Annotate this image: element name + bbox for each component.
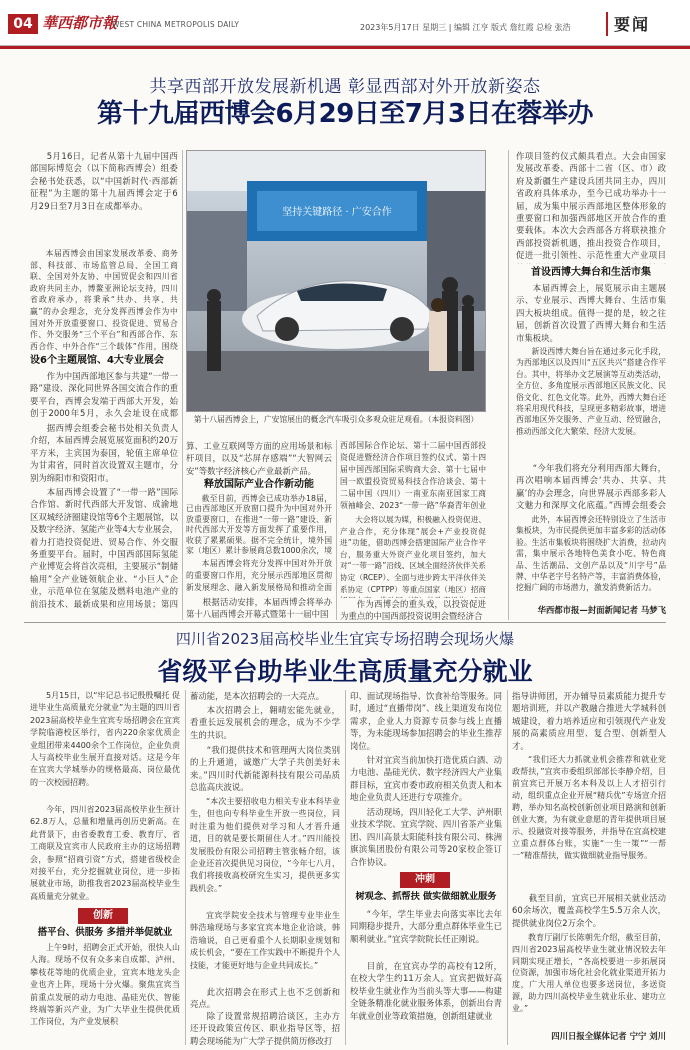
article1-paragraph: 大会将以展为媒，积极融入投资促进、产业合作，充分体现“展会+产业投资促进”功能，借助西博会搭建国际产业合作平台，服务重大外资产业化项目签约，加大对“一带一路”沿线、区域全面经济伙伴关系协定（RCEP）、全面与进步跨太平洋伙伴关系协定（CPTPP）等重点国家（地区）招商 bbox=[340, 515, 486, 594]
article1-paragraph: 作项目签约仪式颇具看点。大会由国家发展改革委、西部十二省（区、市）政府及新疆生产建设兵团共同主办，四川省政府具体承办，至今已成功举办十一届，成为集中展示西部地区整体形象的重要窗口和加强西部地区开放合作的重要载体。本次大会西部各方将联袂推介西部投资新机遇，推出投资合作项目，促进一批引领性、示范性重大产业项目 bbox=[516, 151, 666, 261]
article2-paragraph: 今年，四川省2023届高校毕业生预计62.8万人，总量和增量再创历史新高。在此背景下，由省委教育工委、教育厅、省工商联及宜宾市人民政府主办的这场招聘会，参照“招商引资”方式，搭建省级校企对接平台，充分挖掘就业岗位，进一步拓展就业市场，助推我省2023届高校毕业生高质量充分就业。 bbox=[30, 805, 180, 901]
article-separator bbox=[24, 622, 666, 623]
article2-paragraph: 截至目前，宜宾已开展相关就业活动60余场次，覆盖高校学生5.5万余人次，提供就业岗位2万余个。 bbox=[512, 893, 666, 928]
article2-kicker: 四川省2023届高校毕业生宜宾专场招聘会现场火爆 bbox=[175, 630, 515, 648]
article1-paragraph: 本届西博会由国家发展改革委、商务部、科技部、市场监管总局、全国工商联、全国对外友协、中国贸促会和四川省政府共同主办，博鳌亚洲论坛支持，四川省政府承办，将秉承“共办、共享、共赢”的办会理念，充分发挥西博会作为中国对外开放重要窗口、投资促进、贸易合作、外交服务“三个平台”和西部合作、东西合作、中外合作“三个载体”作用，围绕 bbox=[30, 249, 178, 351]
exhibition-photo bbox=[186, 150, 486, 412]
article1-paragraph: 算、工业互联网等方面的应用场景和标杆项目，以及“芯屏存感端”“大智网云安”等数字经济核心产业最新产品。 bbox=[186, 441, 332, 476]
article2-paragraph: 此次招聘会在形式上也不乏创新和亮点。 bbox=[190, 987, 340, 1010]
paper-name-en: WEST CHINA METROPOLIS DAILY bbox=[112, 20, 240, 29]
article1-subheading: 首设西博大舞台和生活市集 bbox=[531, 267, 651, 278]
article1-paragraph: 新设西博大舞台旨在通过多元化手段，为西部地区以及四川“五区共兴”搭建合作平台。其中，将举办文艺展演等互动类活动，全方位、多角度展示西部地区民族文化、民俗文化、红色文化等。此外，西博大舞台还将采用现代科技，呈现更多精彩故事，增进西部地区外交服务、产业互动、经贸融合，推动西部文化大繁荣、经济大发展。 bbox=[516, 347, 666, 436]
article2-paragraph: 本次招聘会上，翱晴宏能先就业，看重长远发展机会的理念，成为不少学生的共识。 bbox=[190, 705, 340, 740]
article1-paragraph: 此外，本届西博会还特别设立了生活市集板块，为市民提供更加丰富多彩的活动体验。生活市集板块将围绕扩大消费，拉动内需，集中展示各地特色美食小吃、特色商品、生活潮品、文创产品以及“川字号”品牌、中华老字号名特产等，丰富消费体验，挖掘广阔的市场潜力，激发消费新活力。 bbox=[516, 515, 666, 593]
article2-paragraph: 印、面试现场指导、饮食补给等服务。同时，通过“直播带岗”、线上渠道发布岗位需求，企业人力资源专员参与线上直播等，为未能现场参加招聘会的毕业生推荐岗位。 bbox=[350, 691, 502, 751]
article1-paragraph: 本届西博会将充分发挥中国对外开放的重要窗口作用，充分展示西部地区贯彻新发展理念、融入新发展格局和推动全面 bbox=[186, 559, 332, 592]
article1-paragraph: 作为西博会的重头戏，以投资促进为重点的中国西部投资说明会暨经济合 bbox=[340, 599, 486, 622]
article1-paragraph: 根据活动安排，本届西博会将举办第十八届西博会开幕式暨第十一届中国 bbox=[186, 597, 332, 620]
column-rule bbox=[185, 690, 186, 1045]
article2-paragraph: 指导讲师团，开办辅导员素质能力提升专题培训班，并以产教融合推进大学城科创城建设，着力培养适应和引领现代产业发展的高素质应用型、复合型、创新型人才。 bbox=[512, 691, 666, 751]
article2-paragraph: “今年，学生毕业去向落实率比去年同期稳步提升，大部分重点群体毕业生已顺利就业。”宜宾学院院长任正刚说。 bbox=[350, 909, 502, 944]
article2-credit: 四川日报全媒体记者 宁宁 刘川 bbox=[551, 1031, 666, 1041]
article1-kicker: 共享西部开放发展新机遇 彰显西部对外开放新姿态 bbox=[149, 77, 541, 97]
article1-paragraph: 本届西博会上，展览展示由主题展示、专业展示、西博大舞台、生活市集四大板块组成。值得一提的是，较之往届，创新首次设置了西博大舞台和生活市集板块。 bbox=[516, 283, 666, 343]
article2-headline: 省级平台助毕业生高质量充分就业 bbox=[157, 657, 533, 686]
article2-paragraph: 5月15日，以“牢记总书记殷殷嘱托 促进毕业生高质量充分就业”为主题的四川省2023届高校毕业生宜宾专场招聘会在宜宾学院临港校区举行，省内220余家优质企业组团带来4400余个工作岗位，企业负责人与高校毕业生展开直接对话。这是今年在宜宾大学城举办的规格最高、岗位最优的一次校园招聘。 bbox=[30, 691, 180, 787]
section-title: 要闻 bbox=[614, 15, 651, 34]
article2-paragraph: “本次主要招收电力相关专业本科毕业生，但也向专科毕业生开放一些岗位，同时注重为他们提供对学习和人才晋升通道，目的就是要长期留住人才。”四川能投发展股份有限公司招聘主管张畅介绍，该企业还首次提供见习岗位，“今年七八月，我们将接收高校研究生实习，提供更多实践机会。” bbox=[190, 797, 340, 893]
article1-subheading: 释放国际产业合作新动能 bbox=[204, 479, 314, 490]
exhibition-photo-illustration bbox=[187, 151, 486, 412]
column-rule bbox=[507, 690, 508, 1045]
article2-paragraph: 宜宾学院安全技术与管理专业毕业生韩浩瑜现场与多家宜宾本地企业洽谈，韩浩瑜说，自己更看重个人长期职业规划和成长机会，“要在工作实践中不断提升个人技能，才能更好地与企业共同成长。” bbox=[190, 911, 340, 970]
photo-sign: 坚持关键路径 · 广安合作 bbox=[282, 207, 392, 218]
article1-paragraph: 作为中国西部地区参与共建“一带一路”建设、深化同世界各国交流合作的重要平台，西博会发端于西部大开发，始创于2000年5月，永久会址设在成都 bbox=[30, 371, 178, 419]
article1-paragraph: “今年我们将充分利用西部大舞台，再次唱响本届西博会‘共办、共享、共赢’的办会理念，向世界展示西部多彩人文魅力和深厚文化底蕴。”西博会组委会 bbox=[516, 463, 666, 511]
column-rule bbox=[345, 690, 346, 1045]
article2-subheading: 树观念、抓帮扶 做实做细就业服务 bbox=[355, 891, 497, 902]
article2-paragraph: 目前，在宜宾办学的高校有12所，在校大学生约11万余人。宜宾把做好高校毕业生就业作为当前头等大事——构建全链条精准化就业服务体系，创新出台青年就业创业等政策措施，创新组建就业 bbox=[350, 961, 502, 1021]
article2-paragraph: 上午9时，招聘会正式开始，很快人山人海。现场不仅有众多来自成都、泸州、攀枝花等地的优质企业，宜宾本地龙头企业也齐上阵，现场十分火爆。聚焦宜宾当前重点发展的动力电池、晶硅光伏、智能终端等新兴产业，为广大毕业生提供优质工作岗位，为产业发展积 bbox=[30, 943, 180, 1027]
section-divider bbox=[606, 12, 608, 36]
article1-intro: 5月16日，记者从第十九届中国西部国际博览会（以下简称西博会）组委会秘书处获悉，以“中国新时代·西部新征程”为主题的第十九届西博会定于6月29日至7月3日在成都举办。 bbox=[30, 151, 178, 211]
article2-paragraph: 蓄动能，是本次招聘会的一大亮点。 bbox=[190, 691, 324, 701]
article2-paragraph: “我们提供技术和管理两大岗位类别的上升通道，诚邀广大学子共创美好未来。”四川时代新能源科技有限公司品质总监高庆波说。 bbox=[190, 745, 340, 793]
header-rule bbox=[0, 46, 690, 49]
article2-paragraph: 活动现场，四川轻化工大学、泸州职业技术学院、宜宾学院、四川省茶产业集团、四川高景太阳能科技有限公司、株洲旗滨集团股份有限公司等20家校企签订合作协议。 bbox=[350, 807, 502, 867]
article1-subheading: 设6个主题展馆、4大专业展会 bbox=[30, 355, 164, 366]
paper-logo: 華西都市報 bbox=[42, 14, 118, 32]
column-rule bbox=[336, 440, 337, 620]
column-rule bbox=[182, 150, 183, 620]
page-number: 04 bbox=[8, 14, 38, 34]
issue-meta: 2023年5月17日 星期三 | 编辑 江亨 版式 詹红霞 总检 张浩 bbox=[360, 23, 571, 32]
article1-headline: 第十九届西博会6月29日至7月3日在蓉举办 bbox=[97, 99, 593, 129]
article1-credit: 华西都市报—封面新闻记者 马梦飞 bbox=[537, 605, 666, 615]
article1-paragraph: 据西博会组委会秘书处相关负责人介绍，本届西博会展览展览面积约20万平方米，主宾国为泰国，轮值主席单位为甘肃省，同时首次设置双主题市，分别为绵阳市和资阳市。 bbox=[30, 423, 178, 483]
column-rule bbox=[508, 150, 509, 620]
section-tag-innovation: 创新 bbox=[78, 908, 128, 924]
article1-paragraph: 截至目前，西博会已成功举办18届，已由西部地区开放窗口提升为中国对外开放重要窗口，在推进“一带一路”建设、新时代西部大开发等方面发挥了重要作用，收获了累累硕果。据不完全统计，境外国家（地区）累计参展商总数1000余次，境 bbox=[186, 494, 332, 556]
article1-paragraph: 本届西博会设置了“一带一路”国际合作馆、新时代西部大开发馆、成渝地区双城经济圈建设馆等6个主题展馆，以及数字经济、氢能产业等4大专业展会，着力打造投资促进、贸易合作、外交服务重要平台。届时，中国西部国际氢能产业博览会将首次亮相，主要展示“制储输用”全产业链领航企业、“小巨人”企业，示范单位在氢能及燃料电池产业的前沿技术、最新成果和应用场景；第四 bbox=[30, 487, 178, 609]
photo-caption: 第十八届西博会上，广安馆展出的概念汽车吸引众多观众驻足观看。（本报资料图） bbox=[193, 415, 479, 424]
article2-subheading: 搭平台、供服务 多措并举促就业 bbox=[37, 927, 173, 938]
article1-paragraph: 西部国际合作论坛、第十二届中国西部投资促进暨经济合作项目签约仪式、第十四届中国西部国际采购商大会、第十七届中国一欧盟投资贸易科技合作洽谈会、第十二届中国（四川）一南亚东南亚国家工商领袖峰会、2023“一带一路”华裔青年创业 bbox=[340, 441, 486, 510]
article2-paragraph: 针对宜宾当前加快打造优质白酒、动力电池、晶硅光伏、数字经济四大产业集群目标，宜宾市委市政府相关负责人和本地企业负责人还进行专项推介。 bbox=[350, 755, 502, 803]
article2-paragraph: 除了设置常规招聘洽谈区，主办方还开设政策宣传区、职业指导区等，招聘会现场能为广大学子提供简历修改打 bbox=[190, 1011, 340, 1046]
article2-paragraph: 教育厅副厅长陈朝先介绍，截至目前，四川省2023届高校毕业生就业情况较去年同期实现正增长，“各高校要进一步拓展岗位资源，加强市场化社会化就业渠道开拓力度，广大用人单位也要多送岗位，多送资源，助力四川高校毕业生就业乐业、建功立业。” bbox=[512, 933, 666, 1013]
article2-paragraph: “我们还大力抓就业机会推荐和就业党政帮扶，”宜宾市委组织部部长李静介绍，目前宜宾已开展万名本科及以上人才招引行动，组织重点企业开展“精兵优”专场宣介招聘，举办知名高校创新创业项目路演和创新创业大赛，为有就业意愿的青年提供项目展示、投融资对接等服务，并指导在宜高校建立重点群体台账，实施“一生一策”“一帮一”精准帮扶，做实做细就业指导服务。 bbox=[512, 755, 666, 860]
section-tag-sprint: 冲刺 bbox=[400, 872, 450, 888]
